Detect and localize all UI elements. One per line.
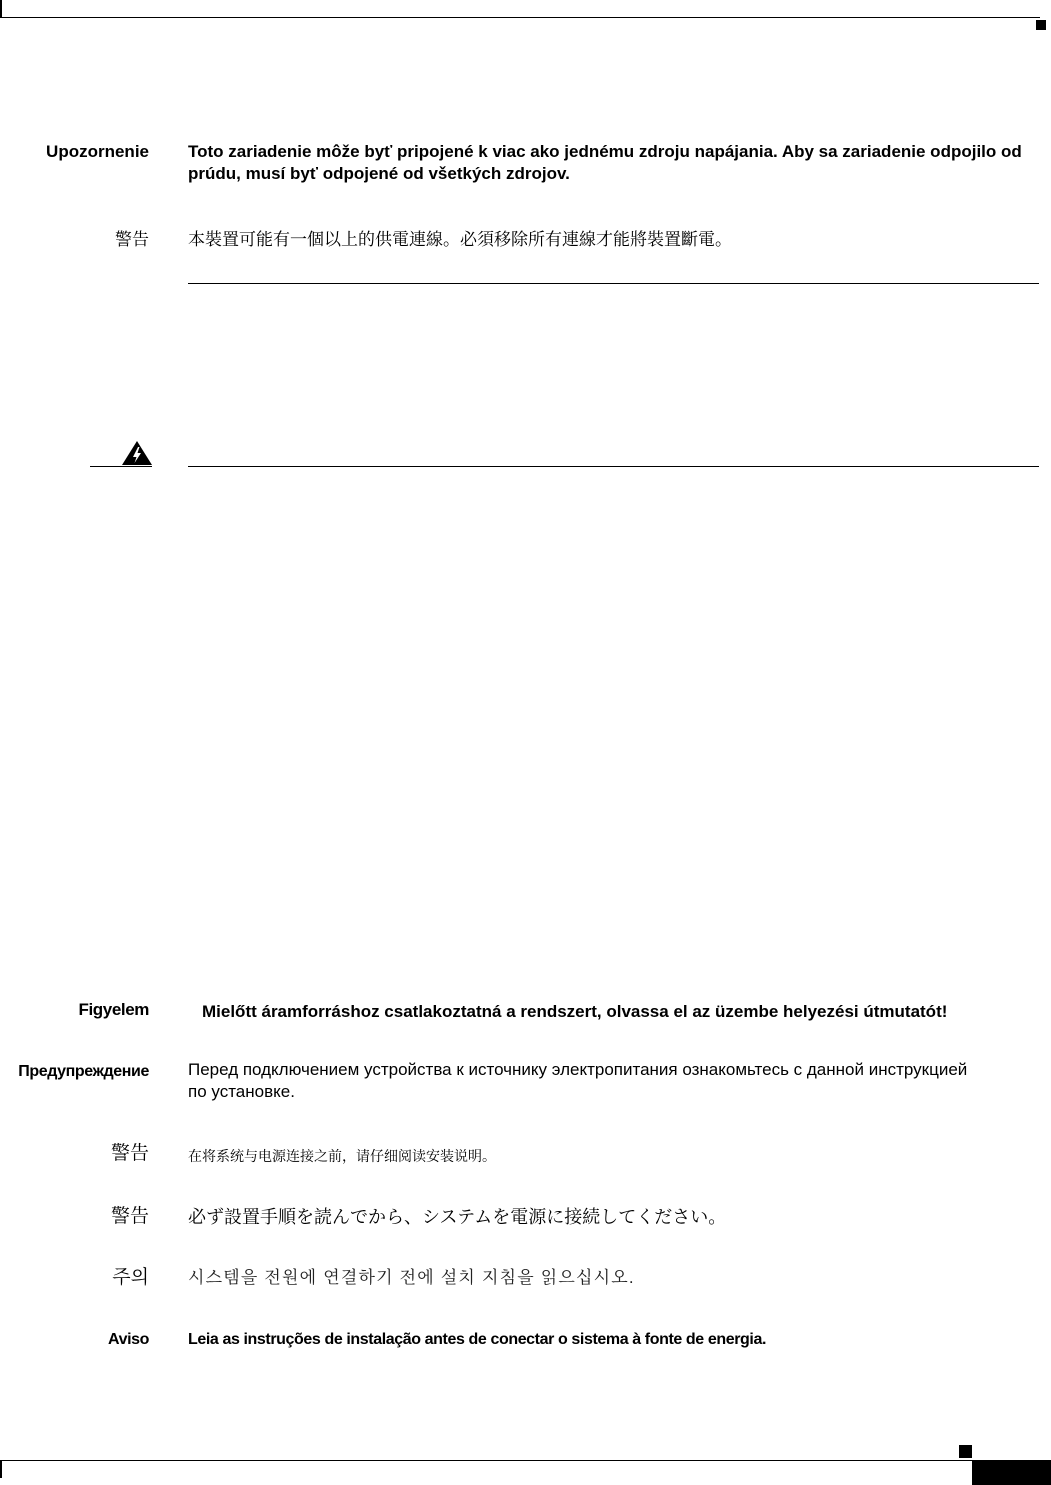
warning-triangle-icon <box>121 440 153 466</box>
warning-section-rule <box>188 466 1039 467</box>
warning-label-japanese: 警告 <box>110 1206 149 1227</box>
footer-rule <box>0 1460 972 1461</box>
section-divider <box>188 283 1039 284</box>
header-rule <box>0 17 1040 18</box>
warning-label-korean: 주의 <box>112 1267 149 1288</box>
footer-page-tab <box>972 1460 1051 1485</box>
warning-label-hungarian: Figyelem <box>78 1000 149 1019</box>
header-left-tick <box>0 0 2 18</box>
warning-label-slovak: Upozornenie <box>46 142 149 161</box>
warning-text-traditional-chinese: 本裝置可能有一個以上的供電連線。必須移除所有連線才能將裝置斷電。 <box>188 230 732 249</box>
warning-text-hungarian: Mielőtt áramforráshoz csatlakoztatná a rendszert, olvassa el az üzembe helyezési útmutatót! <box>202 1002 948 1021</box>
warning-label-russian: Предупреждение <box>18 1063 149 1080</box>
warning-text-simplified-chinese: 在将系统与电源连接之前，请仔细阅读安装说明。 <box>188 1148 496 1164</box>
warning-text-russian: Перед подключением устройства к источнику электропитания ознакомьтесь с данной инструкцией по установке. <box>188 1060 968 1101</box>
header-corner-mark <box>1036 20 1046 30</box>
warning-icon-underline <box>90 466 152 467</box>
warning-label-portuguese: Aviso <box>108 1331 149 1348</box>
footer-left-tick <box>0 1460 2 1478</box>
warning-text-slovak: Toto zariadenie môže byť pripojené k viac ako jednému zdroju napájania. Aby sa zariadenie odpojilo od prúdu, musí byť odpojené od všetkých zdrojov. <box>188 142 1022 183</box>
warning-text-japanese: 必ず設置手順を読んでから、システムを電源に接続してください。 <box>188 1207 727 1227</box>
warning-label-traditional-chinese: 警告 <box>115 230 149 249</box>
warning-text-korean: 시스템을 전원에 연결하기 전에 설치 지침을 읽으십시오. <box>188 1268 635 1287</box>
warning-label-simplified-chinese: 警告 <box>110 1143 149 1164</box>
footer-corner-mark <box>959 1445 972 1458</box>
warning-text-portuguese: Leia as instruções de instalação antes de conectar o sistema à fonte de energia. <box>188 1331 767 1348</box>
